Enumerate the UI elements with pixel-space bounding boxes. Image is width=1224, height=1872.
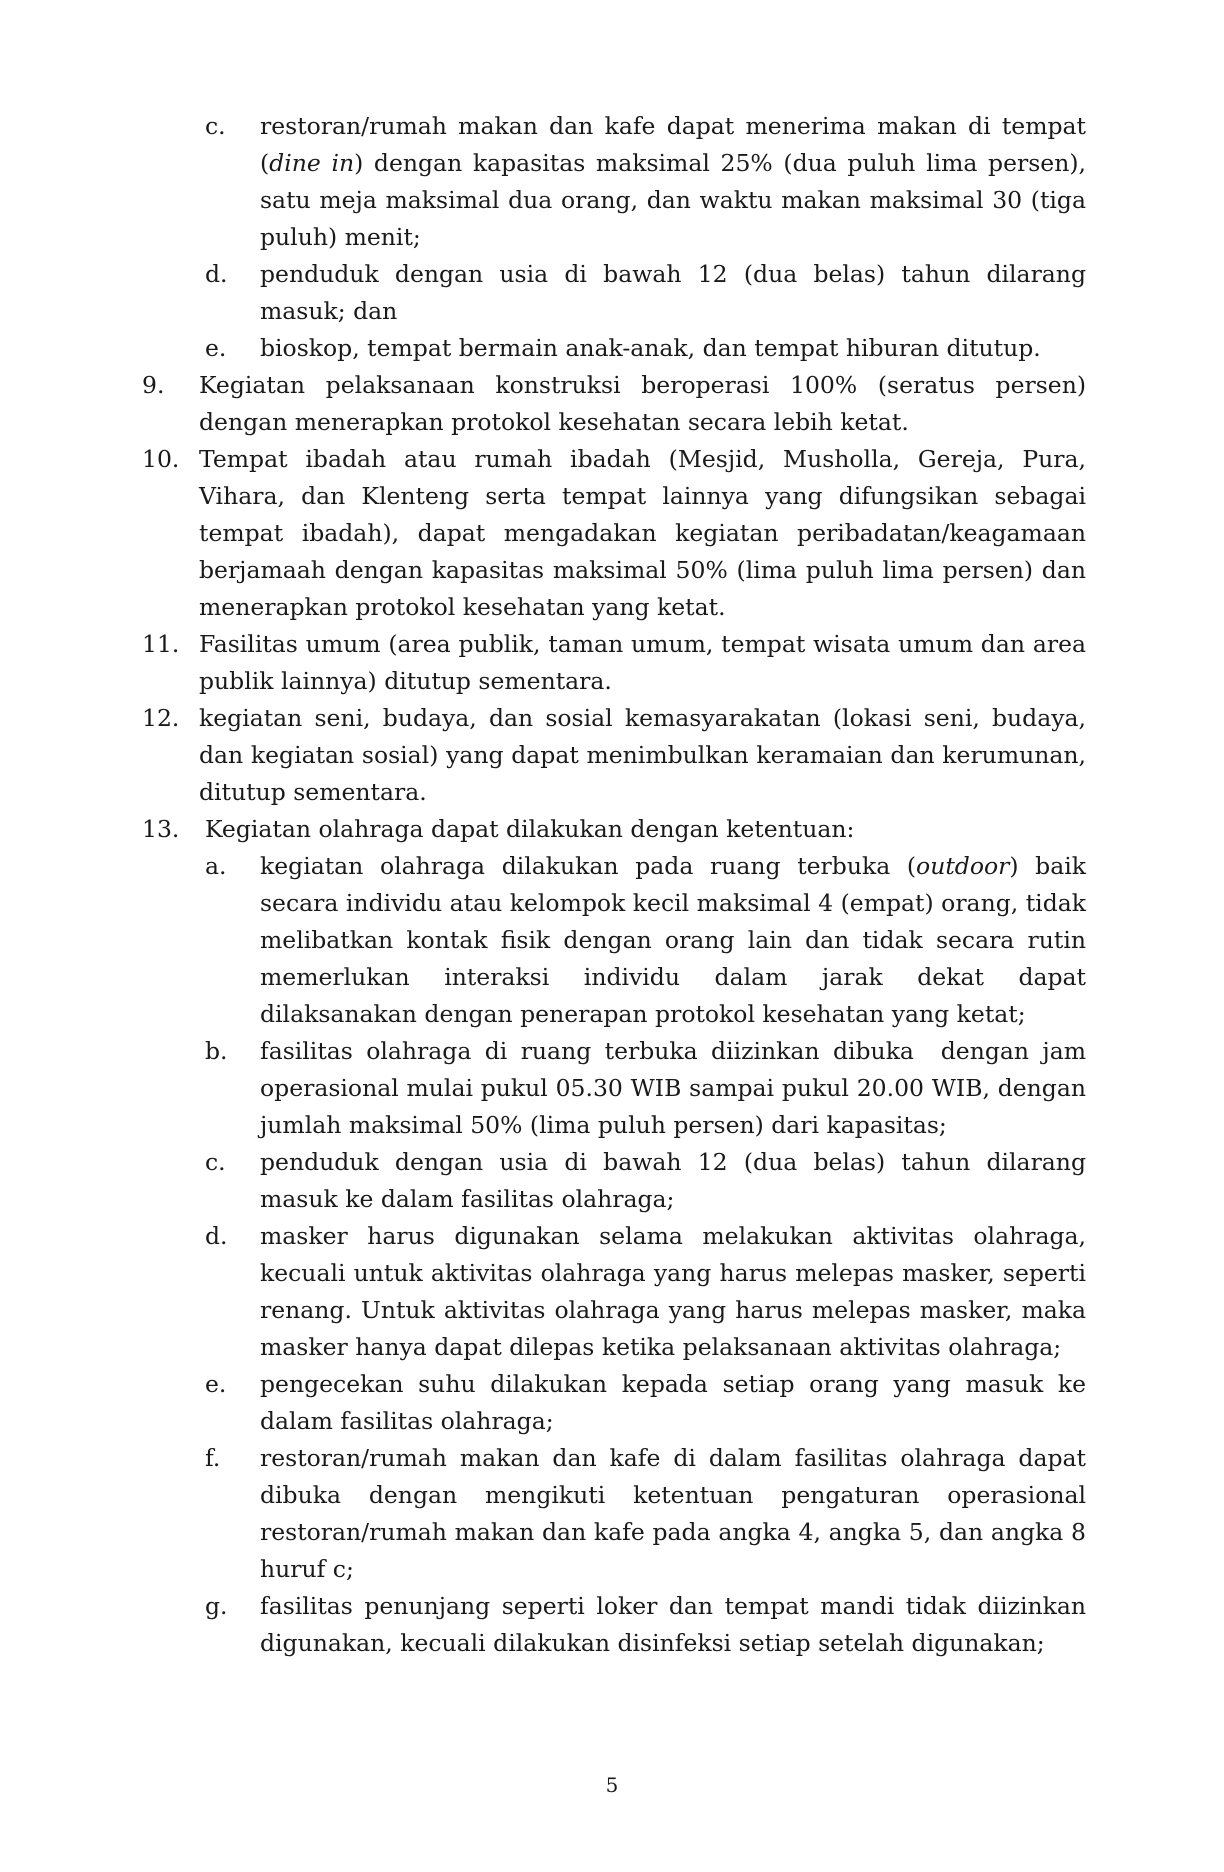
list-marker: e.: [205, 1370, 227, 1398]
list-item-text: Tempat ibadah atau rumah ibadah (Mesjid, Musholla, Gereja, Pura, Vihara, dan Klenteng serta tempat lainnya yang difungsikan sebagai tempat ibadah), dapat mengadakan kegiatan peribadatan/keagamaan berjamaah dengan kapasitas maksimal 50% (lima puluh lima persen) dan menerapkan protokol kesehatan yang ketat.: [199, 445, 1086, 621]
list-marker: c.: [205, 112, 226, 140]
list-item-text: masker harus digunakan selama melakukan aktivitas olahraga, kecuali untuk aktivitas olahraga yang harus melepas masker, seperti renang. Untuk aktivitas olahraga yang harus melepas masker, maka masker hanya dapat dilepas ketika pelaksanaan aktivitas olahraga;: [260, 1222, 1086, 1361]
page-number: 5: [605, 1773, 619, 1797]
list-marker: f.: [205, 1444, 221, 1472]
list-marker: e.: [205, 334, 227, 362]
text-segment: restoran/rumah makan dan kafe dapat menerima makan di tempat (: [260, 112, 1086, 177]
list-number: 11.: [142, 630, 180, 658]
list-marker: d.: [205, 260, 228, 288]
text-segment: ) dengan kapasitas maksimal 25% (dua puluh lima persen), satu meja maksimal dua orang, dan waktu makan maksimal 30 (tiga puluh) menit;: [260, 149, 1086, 251]
list-item-text: fasilitas olahraga di ruang terbuka diizinkan dibuka dengan jam operasional mulai pukul 05.30 WIB sampai pukul 20.00 WIB, dengan jumlah maksimal 50% (lima puluh persen) dari kapasitas;: [260, 1037, 1094, 1139]
italic-term: dine in: [269, 149, 355, 177]
list-number: 9.: [142, 371, 165, 399]
list-marker: c.: [205, 1148, 226, 1176]
list-item-text: bioskop, tempat bermain anak-anak, dan tempat hiburan ditutup.: [260, 334, 1041, 362]
list-item-text: restoran/rumah makan dan kafe di dalam fasilitas olahraga dapat dibuka dengan mengikuti ketentuan pengaturan operasional restoran/rumah makan dan kafe pada angka 4, angka 5, dan angka 8 huruf c;: [260, 1444, 1086, 1583]
list-marker: d.: [205, 1222, 228, 1250]
list-item-text: penduduk dengan usia di bawah 12 (dua belas) tahun dilarang masuk; dan: [260, 260, 1086, 325]
list-item-text: [260, 848, 1086, 1033]
list-item-text: fasilitas penunjang seperti loker dan tempat mandi tidak diizinkan digunakan, kecuali dilakukan disinfeksi setiap setelah digunakan;: [260, 1592, 1086, 1657]
text-segment: kegiatan olahraga dilakukan pada ruang terbuka (: [260, 852, 917, 880]
list-marker: g.: [205, 1592, 228, 1620]
list-number: 10.: [142, 445, 180, 473]
list-item-text: penduduk dengan usia di bawah 12 (dua belas) tahun dilarang masuk ke dalam fasilitas olahraga;: [260, 1148, 1086, 1213]
list-number: 13.: [142, 815, 180, 843]
list-item-text: Fasilitas umum (area publik, taman umum, tempat wisata umum dan area publik lainnya) ditutup sementara.: [199, 630, 1086, 695]
list-item-text: [260, 108, 1086, 256]
list-number: 12.: [142, 704, 180, 732]
list-item-text: pengecekan suhu dilakukan kepada setiap orang yang masuk ke dalam fasilitas olahraga;: [260, 1370, 1086, 1435]
list-item-text: Kegiatan pelaksanaan konstruksi beroperasi 100% (seratus persen) dengan menerapkan protokol kesehatan secara lebih ketat.: [199, 371, 1086, 436]
list-marker: a.: [205, 852, 227, 880]
list-item-text: Kegiatan olahraga dapat dilakukan dengan ketentuan:: [205, 815, 855, 843]
list-item-text: kegiatan seni, budaya, dan sosial kemasyarakatan (lokasi seni, budaya, dan kegiatan sosial) yang dapat menimbulkan keramaian dan kerumunan, ditutup sementara.: [199, 704, 1086, 806]
list-marker: b.: [205, 1037, 228, 1065]
italic-term: outdoor: [916, 852, 1010, 880]
text-segment: ) baik secara individu atau kelompok kecil maksimal 4 (empat) orang, tidak melibatkan kontak fisik dengan orang lain dan tidak secara rutin memerlukan interaksi individu dalam jarak dekat dapat dilaksanakan dengan penerapan protokol kesehatan yang ketat;: [260, 852, 1086, 1028]
